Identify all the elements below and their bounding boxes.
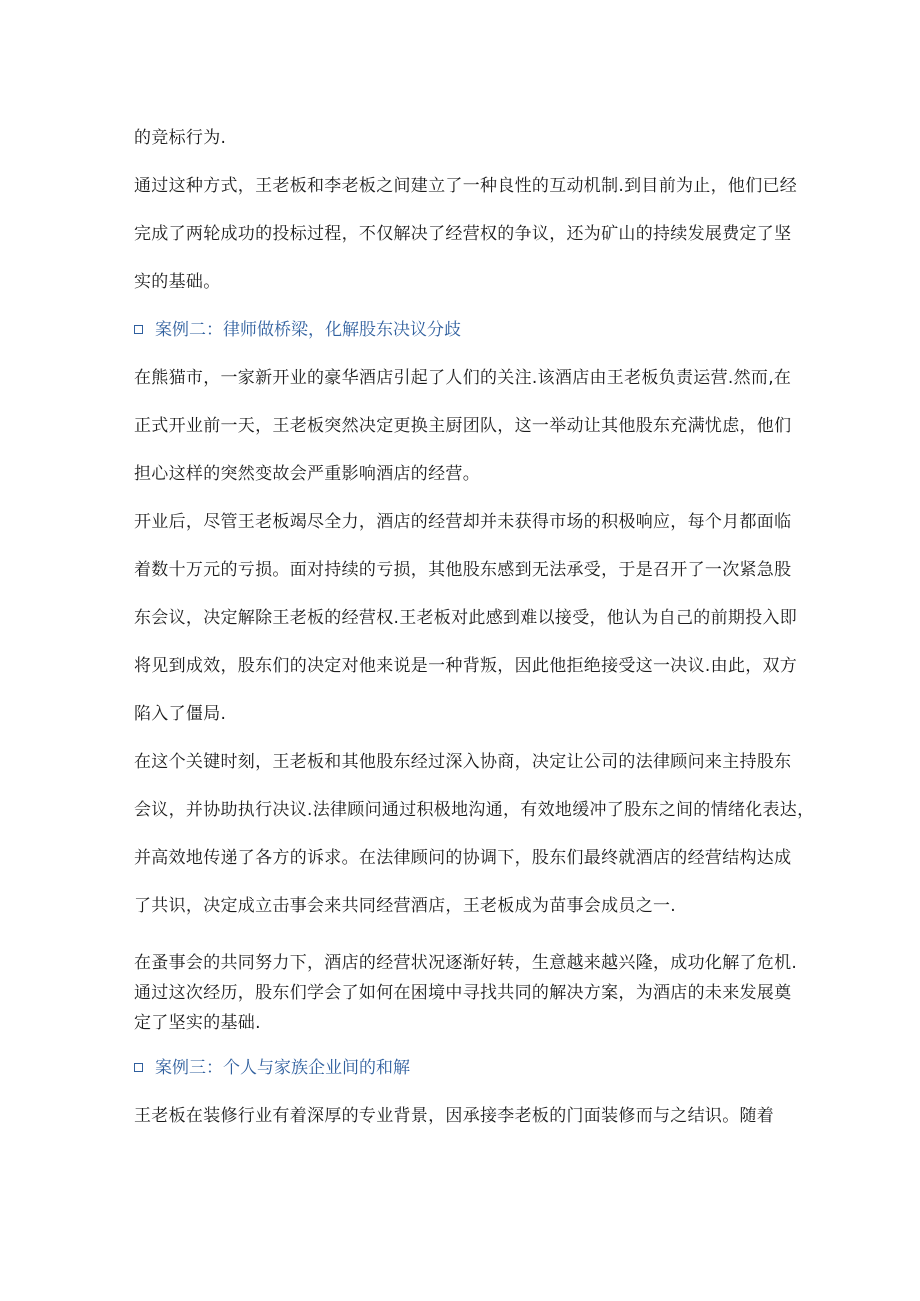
text-line: 着数十万元的亏损。面对持续的亏损，其他股东感到无法承受，于是召开了一次紧急股 <box>134 560 792 580</box>
section-heading-case-two <box>134 306 461 354</box>
text-line: 并高效地传递了各方的诉求。在法律顾问的协调下，股东们最终就酒店的经营结构达成 <box>134 848 792 868</box>
text-line: 开业后，尽管王老板竭尽全力，酒店的经营却并未获得市场的积极响应，每个月都面临 <box>134 512 792 532</box>
paragraph <box>134 162 797 306</box>
text-line: 东会议，决定解除王老板的经营权.王老板对此感到难以接受，他认为自己的前期投入即 <box>134 608 798 628</box>
paragraph <box>134 498 797 738</box>
text-line: 陷入了僵局. <box>134 704 227 724</box>
text-line: 完成了两轮成功的投标过程，不仅解决了经营权的争议，还为矿山的持续发展费定了坚 <box>134 224 792 244</box>
text-line: 在蚤事会的共同努力下，酒店的经营状况逐渐好转，生意越来越兴隆，成功化解了危机. <box>134 953 798 973</box>
text-line: 担心这样的突然变故会严重影响酒店的经营。 <box>134 464 480 484</box>
paragraph <box>134 114 226 162</box>
section-heading-case-three <box>134 1044 410 1092</box>
text-line: 在这个关键时刻，王老板和其他股东经过深入协商，决定让公司的法律顾问来主持股东 <box>134 752 792 772</box>
heading-text: 案例三：个人与家族企业间的和解 <box>155 1058 410 1078</box>
paragraph <box>134 354 791 498</box>
text-line: 的竞标行为. <box>134 128 227 148</box>
text-line: 定了坚实的基础. <box>134 1013 261 1033</box>
square-bullet-icon <box>134 1063 143 1072</box>
text-line: 会议，并协助执行决议.法律顾问通过积极地沟通，有效地缓冲了股东之间的情绪化表达， <box>134 800 815 820</box>
paragraph <box>134 738 814 930</box>
text-line: 在熊猫市，一家新开业的豪华酒店引起了人们的关注.该酒店由王老板负责运营.然而,在 <box>134 368 792 388</box>
text-line: 通过这次经历，股东们学会了如何在困境中寻找共同的解决方案，为酒店的未来发展奠 <box>134 983 792 1003</box>
paragraph <box>134 1092 774 1140</box>
text-line: 将见到成效，股东们的决定对他来说是一种背叛，因此他拒绝接受这一决议.由此，双方 <box>134 656 798 676</box>
text-line: 王老板在装修行业有着深厚的专业背景，因承接李老板的门面装修而与之结识。随着 <box>134 1106 775 1126</box>
text-line: 实的基础。 <box>134 272 221 292</box>
text-line: 正式开业前一天，王老板突然决定更换主厨团队，这一举动让其他股东充满忧虑，他们 <box>134 416 792 436</box>
square-bullet-icon <box>134 325 143 334</box>
text-line: 通过这种方式，王老板和李老板之间建立了一种良性的互动机制.到目前为止，他们已经 <box>134 176 798 196</box>
paragraph <box>134 948 797 1038</box>
heading-text: 案例二：律师做桥梁，化解股东决议分歧 <box>155 320 461 340</box>
text-line: 了共识，决定成立击事会来共同经营酒店，王老板成为苗事会成员之一. <box>134 896 677 916</box>
